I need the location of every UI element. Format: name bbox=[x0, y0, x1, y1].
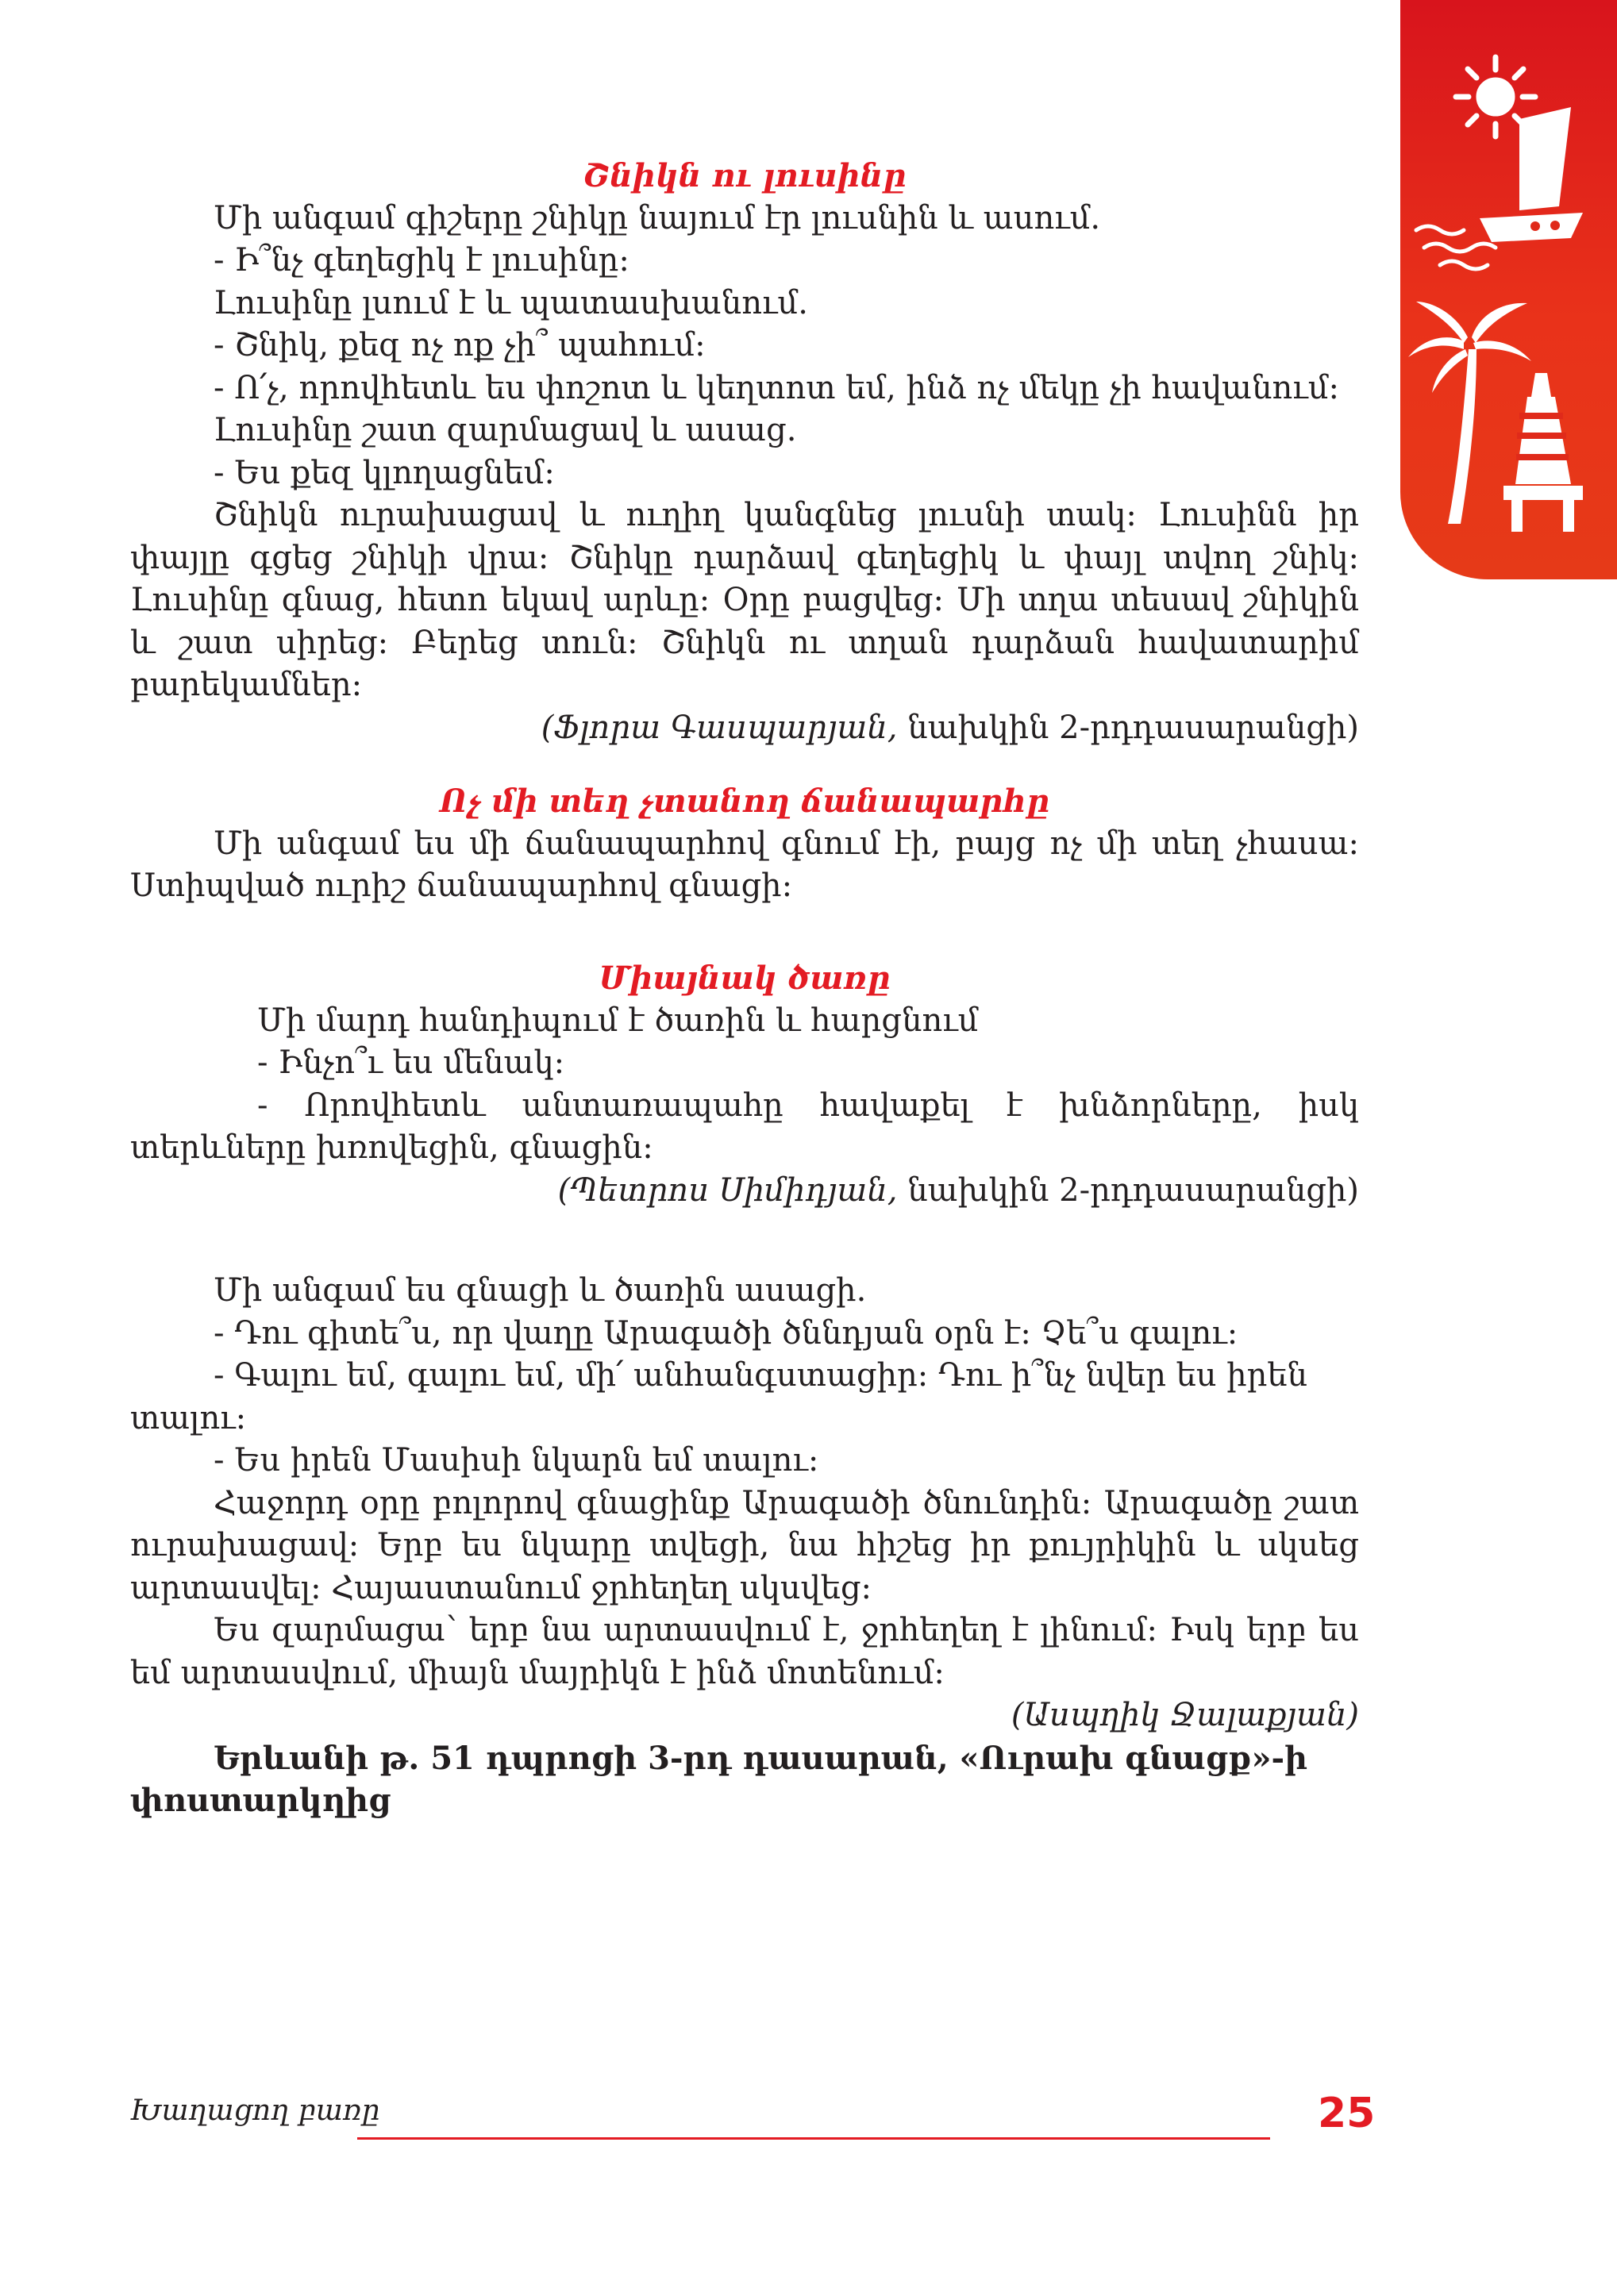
story-paragraph: - Որովհետև անտառապահը հավաքել է խնձորները, իսկ տերևները խռովեցին, գնացին: bbox=[130, 1086, 1359, 1166]
story-line: Լուսինը շատ զարմացավ և ասաց. bbox=[214, 412, 797, 448]
page-number: 25 bbox=[1318, 2090, 1376, 2137]
story-line: - Ես քեզ կլողացնեմ: bbox=[214, 454, 555, 491]
story-line: - Ինչո՞ւ ես մենակ: bbox=[257, 1044, 565, 1081]
story-title: Միայնակ ծառը bbox=[599, 960, 891, 997]
author-grade: նախկին 2-րդդասարանցի) bbox=[897, 709, 1359, 746]
footer-section-label: Խաղացող բառը bbox=[130, 2094, 380, 2127]
story-line: - Շնիկ, քեզ ոչ ոք չի՞ պահում: bbox=[214, 327, 706, 363]
story-line: Մի մարդ հանդիպում է ծառին և հարցնում bbox=[257, 1002, 979, 1039]
story-paragraph: Շնիկն ուրախացավ և ուղիղ կանգնեց լուսնի տակ: Լուսինն իր փայլը գցեց շնիկի վրա: Շնիկը դարձավ գեղեցիկ և փայլ տվող շնիկ: Լուսինը գնաց, հետո եկավ արևը: Օրը բացվեց: Մի տղա տեսավ շնիկին և շատ սիրեց: Բերեց տուն: Շնիկն ու տղան դարձան հավատարիմ բարեկամներ: bbox=[130, 497, 1359, 703]
story-line: Մի անգամ գիշերը շնիկը նայում էր լուսնին և ասում. bbox=[214, 199, 1101, 237]
story-road-to-nowhere bbox=[130, 780, 1359, 908]
story-title: Ոչ մի տեղ չտանող ճանապարհը bbox=[439, 783, 1050, 820]
footer-divider bbox=[357, 2137, 1270, 2140]
decorative-side-tab bbox=[1400, 0, 1617, 579]
author-grade: նախկին 2-րդդասարանցի) bbox=[897, 1171, 1359, 1209]
story-line: Մի անգամ ես գնացի և ծառին ասացի. bbox=[214, 1272, 867, 1309]
story-line: - Ո՛չ, որովհետև ես փոշոտ և կեղտոտ եմ, ինձ ոչ մեկը չի հավանում: bbox=[214, 369, 1339, 406]
story-mount-aragats bbox=[130, 1270, 1359, 1822]
story-line: - Դու գիտե՞ս, որ վաղը Արագածի ծննդյան օրն է: Չե՞ս գալու: bbox=[214, 1314, 1238, 1352]
story-author bbox=[130, 707, 1359, 750]
story-paragraph: Հաջորդ օրը բոլորով գնացինք Արագածի ծնունդին: Արագածը շատ ուրախացավ: Երբ ես նկարը տվեցի, նա հիշեց իր քույրիկին և սկսեց արտասվել: Հայաստանում ջրհեղեղ սկսվեց: bbox=[130, 1484, 1359, 1606]
story-line: - Ի՞նչ գեղեցիկ է լուսինը: bbox=[214, 242, 629, 279]
story-dog-and-moon bbox=[130, 155, 1359, 749]
lighthouse-icon bbox=[1503, 373, 1583, 532]
story-title: Շնիկն ու լուսինը bbox=[583, 157, 907, 194]
story-source: Երևանի թ. 51 դպրոցի 3-րդ դասարան, «Ուրախ գնացք»-ի փոստարկղից bbox=[130, 1739, 1308, 1819]
story-paragraph: Ես զարմացա՝ երբ նա արտասվում է, ջրհեղեղ է լինում: Իսկ երբ ես եմ արտասվում, միայն մայրիկն է ինձ մոտենում: bbox=[130, 1612, 1359, 1691]
tab-illustration bbox=[1400, 0, 1617, 579]
author-name: (Ֆլորա Գասպարյան, bbox=[541, 709, 898, 746]
author-name: (Պետրոս Սիմիդյան, bbox=[557, 1171, 898, 1209]
story-author: (Ասպղիկ Ջալաքյան) bbox=[1011, 1697, 1359, 1733]
story-line: - Գալու եմ, գալու եմ, մի՛ անհանգստացիր: Դու ի՞նչ նվեր ես իրեն տալու: bbox=[130, 1357, 1307, 1436]
story-line: Լուսինը լսում է և պատասխանում. bbox=[214, 284, 808, 321]
story-paragraph: Մի անգամ ես մի ճանապարհով գնում էի, բայց ոչ մի տեղ չհասա: Ստիպված ուրիշ ճանապարհով գնացի: bbox=[130, 825, 1359, 904]
story-author bbox=[130, 1170, 1359, 1213]
waves-icon bbox=[1416, 226, 1496, 269]
story-lonely-tree bbox=[130, 957, 1359, 1212]
story-line: - Ես իրեն Մասիսի նկարն եմ տալու: bbox=[214, 1442, 819, 1479]
